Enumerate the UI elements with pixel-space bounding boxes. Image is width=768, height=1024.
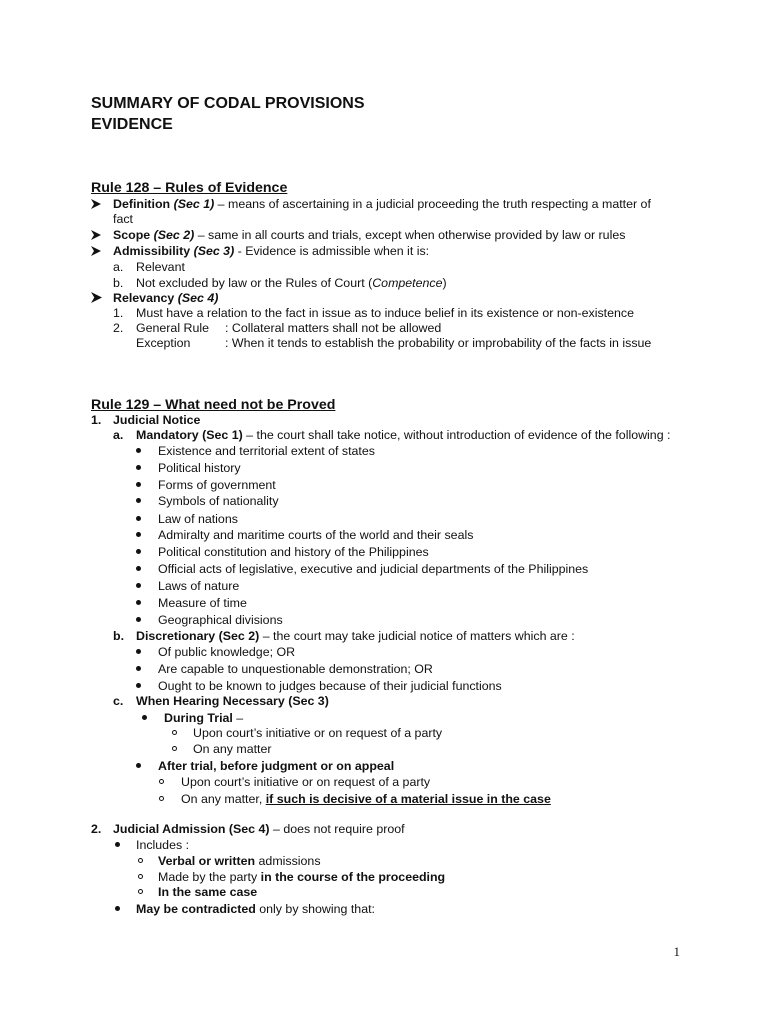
list-marker: 2. [113,321,124,335]
relevancy-item: Relevancy (Sec 4) [91,291,218,306]
discretionary-list-item: Ought to be known to judges because of their judicial functions [158,679,502,693]
arrow-bullet-icon [91,197,113,212]
circle-bullet-icon [159,792,164,807]
bullet-icon [115,902,120,917]
bullet-icon [136,562,141,577]
after-trial-item: Upon court’s initiative or on request of a party [181,775,431,789]
after-trial-item: On any matter, if such is decisive of a material issue in the case [181,792,551,806]
bullet-icon [136,662,141,677]
rule-129-heading: Rule 129 – What need not be Proved [91,397,336,413]
arrow-bullet-icon [91,244,113,259]
hearing-necessary-heading: When Hearing Necessary (Sec 3) [136,694,329,708]
mandatory-list-item: Existence and territorial extent of states [158,444,375,458]
bullet-icon [136,478,141,493]
relevancy-rule-1: Must have a relation to the fact in issue as to induce belief in its existence or non-existence [136,306,634,320]
exception-label: Exception [136,336,191,350]
bullet-icon [136,596,141,611]
bullet-icon [136,613,141,628]
judicial-admission-heading: Judicial Admission (Sec 4) – does not require proof [113,822,405,836]
mandatory-list-item: Political constitution and history of the Philippines [158,545,429,559]
circle-bullet-icon [138,854,143,869]
circle-bullet-icon [138,885,143,900]
admissibility-relevant: Relevant [136,260,185,274]
mandatory-list-item: Admiralty and maritime courts of the world and their seals [158,528,474,542]
after-trial-heading: After trial, before judgment or on appeal [158,759,395,773]
includes-item: In the same case [158,885,258,899]
doc-title-line2: EVIDENCE [91,116,173,133]
discretionary-list-item: Of public knowledge; OR [158,645,296,659]
mandatory-list-item: Symbols of nationality [158,494,279,508]
bullet-icon [136,528,141,543]
admissibility-item: Admissibility (Sec 3) - Evidence is admissible when it is: [91,244,429,259]
arrow-bullet-icon [91,228,113,243]
general-rule-label: General Rule [136,321,210,335]
list-marker: a. [113,428,124,442]
circle-bullet-icon [159,775,164,790]
mandatory-list-item: Political history [158,461,241,475]
mandatory-list-item: Laws of nature [158,579,240,593]
mandatory-list-item: Official acts of legislative, executive and judicial departments of the Philippines [158,562,589,576]
bullet-icon [136,579,141,594]
definition-item: Definition (Sec 1) – means of ascertaining in a judicial proceeding the truth respecting a matter of [91,197,651,212]
mandatory-item: Mandatory (Sec 1) – the court shall take notice, without introduction of evidence of the following : [136,428,671,442]
mandatory-list-item: Law of nations [158,512,238,526]
list-marker: 1. [113,306,124,320]
doc-title-line1: SUMMARY OF CODAL PROVISIONS [91,95,365,112]
admissibility-not-excluded: Not excluded by law or the Rules of Court (Competence) [136,276,447,290]
list-marker: 2. [91,822,102,836]
mandatory-list-item: Measure of time [158,596,247,610]
during-trial-item: On any matter [193,742,272,756]
arrow-bullet-icon [91,291,113,306]
general-rule-text: : Collateral matters shall not be allowed [225,321,442,335]
list-marker: b. [113,276,124,290]
definition-continuation: fact [113,212,133,226]
discretionary-item: Discretionary (Sec 2) – the court may take judicial notice of matters which are : [136,629,575,643]
exception-text: : When it tends to establish the probability or improbability of the facts in issue [225,336,652,350]
rule-128-heading: Rule 128 – Rules of Evidence [91,180,288,196]
list-marker: b. [113,629,125,643]
bullet-icon [136,494,141,509]
during-trial-item: Upon court’s initiative or on request of a party [193,726,443,740]
includes-item: Made by the party in the course of the proceeding [158,870,446,884]
discretionary-list-item: Are capable to unquestionable demonstration; OR [158,662,433,676]
during-trial-heading: During Trial – [164,711,244,725]
mandatory-list-item: Geographical divisions [158,613,283,627]
bullet-icon [115,838,120,853]
bullet-icon [136,545,141,560]
circle-bullet-icon [172,726,177,741]
circle-bullet-icon [172,742,177,757]
bullet-icon [142,711,147,726]
contradicted-item: May be contradicted only by showing that: [136,902,375,916]
judicial-notice-heading: Judicial Notice [113,413,201,427]
includes-label: Includes : [136,838,190,852]
bullet-icon [136,461,141,476]
page-number: 1 [673,944,680,959]
bullet-icon [136,444,141,459]
includes-item: Verbal or written admissions [158,854,321,868]
mandatory-list-item: Forms of government [158,478,276,492]
list-marker: c. [113,694,124,708]
bullet-icon [136,645,141,660]
bullet-icon [136,759,141,774]
list-marker: 1. [91,413,102,427]
scope-item: Scope (Sec 2) – same in all courts and trials, except when otherwise provided by law or rules [91,228,625,243]
bullet-icon [136,679,141,694]
list-marker: a. [113,260,124,274]
circle-bullet-icon [138,870,143,885]
bullet-icon [136,512,141,527]
